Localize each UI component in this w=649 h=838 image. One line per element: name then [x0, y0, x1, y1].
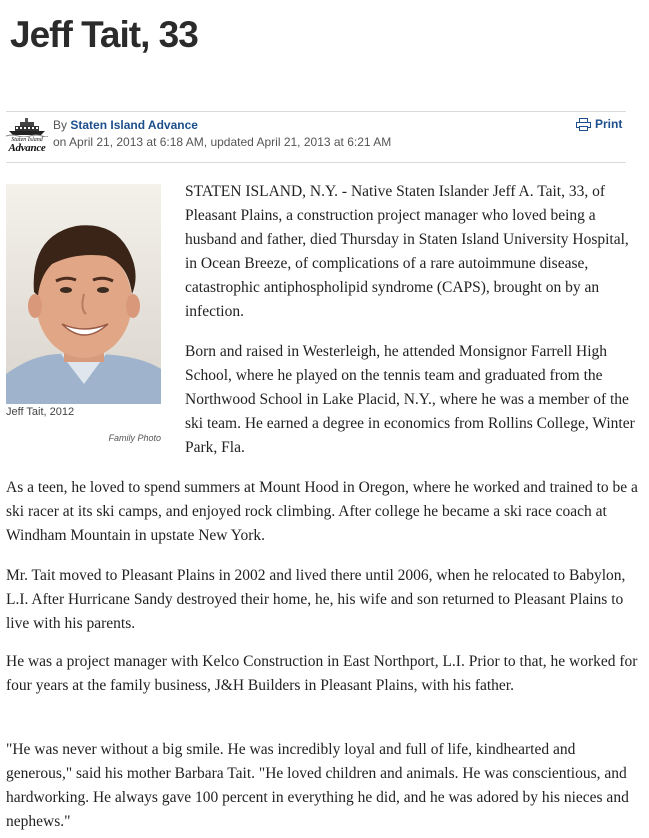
portrait-photo — [6, 184, 161, 404]
article-paragraph: "He was never without a big smile. He was incredibly loyal and full of life, kindhearted and generous," said his mother Barbara Tait. "He loved children and animals. He was conscientious, and hardworking. He always gave 100 percent in everything he did, and he was adored by his nieces and nephews." — [6, 741, 629, 830]
logo-big-text: Advance — [8, 142, 46, 154]
printer-icon — [576, 118, 591, 131]
print-label: Print — [595, 117, 623, 131]
article-paragraph: He was a project manager with Kelco Construction in East Northport, L.I. Prior to that, he worked for four years at the family business, J&H Builders in Pleasant Plains, with his father. — [6, 653, 638, 694]
byline-divider — [6, 162, 626, 163]
source-link[interactable]: Staten Island Advance — [70, 118, 198, 132]
article-paragraph: STATEN ISLAND, N.Y. - Native Staten Islander Jeff A. Tait, 33, of Pleasant Plains, a construction project manager who loved being a husband and father, died Thursday in Staten Island University Hospital, in Ocean Breeze, of complications of a rare autoimmune disease, catastrophic antiphospholipid syndrome (CAPS), brought on by an infection. — [185, 183, 629, 320]
article-paragraph: Born and raised in Westerleigh, he attended Monsignor Farrell High School, where he played on the tennis team and graduated from the Northwood School in Lake Placid, N.Y., where he was a member of the ski team. He earned a degree in economics from Rollins College, Winter Park, Fla. — [185, 343, 635, 456]
publication-logo — [6, 117, 48, 155]
photo-credit: Family Photo — [108, 433, 161, 443]
print-button[interactable] — [576, 117, 622, 131]
article-headline: Jeff Tait, 33 — [10, 14, 198, 55]
logo-small-text: Staten Island — [11, 137, 43, 143]
portrait-image — [6, 184, 161, 404]
ferry-logo-icon — [6, 117, 48, 137]
article-paragraph: As a teen, he loved to spend summers at Mount Hood in Oregon, where he worked and trained to be a ski racer at its ski camps, and enjoyed rock climbing. After college he became a ski race coach at Windham Mountain in upstate New York. — [6, 479, 638, 544]
article-paragraph: Mr. Tait moved to Pleasant Plains in 2002 and lived there until 2006, when he relocated to Babylon, L.I. After Hurricane Sandy destroyed their home, he, his wife and son returned to Pleasant Plains to live with his parents. — [6, 567, 626, 632]
top-divider — [6, 111, 626, 112]
byline-author — [53, 118, 198, 132]
photo-caption: Jeff Tait, 2012 — [6, 406, 75, 418]
byline-dateline: on April 21, 2013 at 6:18 AM, updated April 21, 2013 at 6:21 AM — [53, 135, 392, 149]
byline-prefix: By — [53, 118, 68, 132]
